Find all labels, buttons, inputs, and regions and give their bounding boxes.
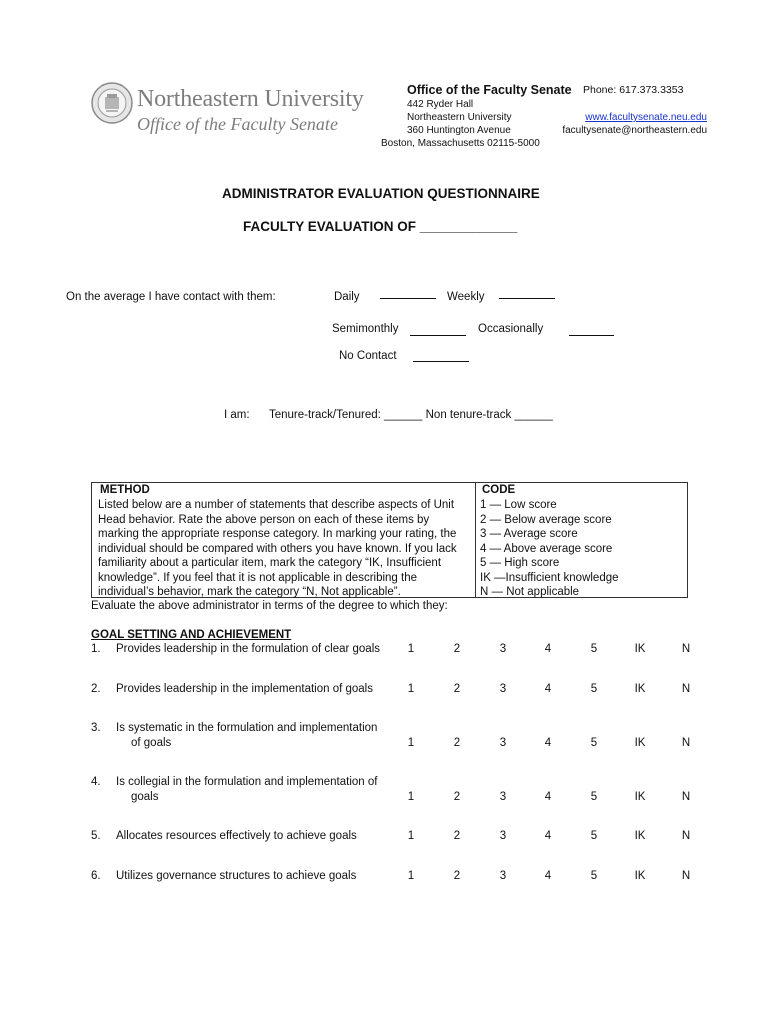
instruction-text: Evaluate the above administrator in terms of the degree to which they: bbox=[91, 600, 448, 612]
method-text bbox=[98, 498, 457, 600]
rating-n[interactable]: N bbox=[681, 683, 691, 695]
code-item: IK —Insufficient knowledge bbox=[480, 571, 619, 584]
rating-2[interactable]: 2 bbox=[453, 683, 461, 695]
rating-n[interactable]: N bbox=[681, 737, 691, 749]
website-link[interactable]: www.facultysenate.neu.edu bbox=[585, 112, 707, 123]
rating-4[interactable]: 4 bbox=[544, 870, 552, 882]
rating-ik[interactable]: IK bbox=[634, 791, 646, 803]
university-logo bbox=[91, 80, 371, 142]
option-semimonthly-label: Semimonthly bbox=[332, 323, 399, 335]
question-text: Utilizes governance structures to achieve goals bbox=[116, 870, 357, 882]
method-line: familiarity about a particular item, mark the category “IK, Insufficient bbox=[98, 557, 442, 569]
email-address: facultysenate@northeastern.edu bbox=[562, 125, 707, 136]
question-number: 3. bbox=[91, 722, 101, 734]
page-title: ADMINISTRATOR EVALUATION QUESTIONNAIRE bbox=[222, 186, 540, 201]
code-heading: CODE bbox=[482, 484, 516, 496]
method-line: marking the appropriate response category. In marking your rating, the bbox=[98, 528, 457, 540]
rating-2[interactable]: 2 bbox=[453, 870, 461, 882]
method-code-box bbox=[91, 482, 688, 598]
question-text-continued: goals bbox=[131, 791, 159, 803]
rating-3[interactable]: 3 bbox=[499, 791, 507, 803]
question-number: 1. bbox=[91, 643, 101, 655]
rating-5[interactable]: 5 bbox=[590, 683, 598, 695]
option-no-contact-label: No Contact bbox=[339, 350, 397, 362]
rating-1[interactable]: 1 bbox=[407, 683, 415, 695]
question-number: 6. bbox=[91, 870, 101, 882]
subtitle-text: FACULTY EVALUATION OF bbox=[243, 219, 416, 234]
rating-5[interactable]: 5 bbox=[590, 830, 598, 842]
rating-3[interactable]: 3 bbox=[499, 830, 507, 842]
university-seal-icon bbox=[91, 82, 133, 124]
rating-ik[interactable]: IK bbox=[634, 683, 646, 695]
method-line: individual should be compared with others you have known. If you lack bbox=[98, 542, 457, 555]
address-line-1: 442 Ryder Hall bbox=[407, 99, 474, 110]
section-title: GOAL SETTING AND ACHIEVEMENT bbox=[91, 629, 292, 641]
code-item: 3 — Average score bbox=[480, 528, 578, 540]
phone-number: Phone: 617.373.3353 bbox=[583, 84, 684, 96]
rating-n[interactable]: N bbox=[681, 830, 691, 842]
occasionally-blank[interactable] bbox=[569, 335, 614, 336]
method-heading: METHOD bbox=[100, 484, 150, 496]
rating-ik[interactable]: IK bbox=[634, 737, 646, 749]
question-text: Is collegial in the formulation and implementation of bbox=[116, 776, 378, 788]
rating-3[interactable]: 3 bbox=[499, 870, 507, 882]
option-occasionally-label: Occasionally bbox=[478, 323, 544, 335]
no-contact-blank[interactable] bbox=[413, 361, 469, 362]
address-line-4: Boston, Massachusetts 02115-5000 bbox=[381, 138, 540, 149]
contact-prompt: On the average I have contact with them: bbox=[66, 291, 276, 303]
rating-5[interactable]: 5 bbox=[590, 643, 598, 655]
status-prompt: I am: bbox=[224, 409, 250, 421]
method-line: Head behavior. Rate the above person on each of these items by bbox=[98, 513, 430, 526]
page-subtitle bbox=[243, 219, 517, 234]
rating-n[interactable]: N bbox=[681, 791, 691, 803]
method-line: knowledge”. If you feel that it is not applicable in describing the bbox=[98, 571, 417, 584]
rating-4[interactable]: 4 bbox=[544, 643, 552, 655]
code-item: 5 — High score bbox=[480, 557, 560, 569]
question-text: Is systematic in the formulation and implementation bbox=[116, 722, 378, 734]
question-number: 5. bbox=[91, 830, 101, 842]
rating-2[interactable]: 2 bbox=[453, 830, 461, 842]
option-weekly-label: Weekly bbox=[447, 291, 485, 303]
code-item: N — Not applicable bbox=[480, 586, 580, 598]
address-line-3: 360 Huntington Avenue bbox=[407, 125, 511, 136]
rating-1[interactable]: 1 bbox=[407, 830, 415, 842]
rating-2[interactable]: 2 bbox=[453, 737, 461, 749]
rating-3[interactable]: 3 bbox=[499, 643, 507, 655]
weekly-blank[interactable] bbox=[499, 298, 555, 299]
rating-5[interactable]: 5 bbox=[590, 737, 598, 749]
rating-ik[interactable]: IK bbox=[634, 830, 646, 842]
rating-1[interactable]: 1 bbox=[407, 791, 415, 803]
question-text: Allocates resources effectively to achieve goals bbox=[116, 830, 357, 842]
tenure-options[interactable]: Tenure-track/Tenured: ______ Non tenure-track ______ bbox=[269, 409, 553, 421]
rating-n[interactable]: N bbox=[681, 643, 691, 655]
question-text: Provides leadership in the implementation of goals bbox=[116, 683, 373, 695]
method-line: individual’s behavior, mark the category “N, Not applicable”. bbox=[98, 586, 401, 598]
logo-subtitle: Office of the Faculty Senate bbox=[137, 114, 338, 134]
rating-3[interactable]: 3 bbox=[499, 683, 507, 695]
subtitle-blank[interactable]: _____________ bbox=[419, 219, 518, 234]
code-list bbox=[480, 498, 619, 600]
rating-2[interactable]: 2 bbox=[453, 643, 461, 655]
rating-2[interactable]: 2 bbox=[453, 791, 461, 803]
method-line: Listed below are a number of statements that describe aspects of Unit bbox=[98, 499, 455, 511]
question-number: 4. bbox=[91, 776, 101, 788]
rating-5[interactable]: 5 bbox=[590, 791, 598, 803]
logo-wordmark: Northeastern University bbox=[137, 86, 364, 112]
rating-ik[interactable]: IK bbox=[634, 870, 646, 882]
rating-4[interactable]: 4 bbox=[544, 830, 552, 842]
rating-4[interactable]: 4 bbox=[544, 791, 552, 803]
rating-1[interactable]: 1 bbox=[407, 870, 415, 882]
semimonthly-blank[interactable] bbox=[410, 335, 466, 336]
option-daily-label: Daily bbox=[334, 291, 360, 303]
rating-4[interactable]: 4 bbox=[544, 737, 552, 749]
rating-n[interactable]: N bbox=[681, 870, 691, 882]
rating-1[interactable]: 1 bbox=[407, 737, 415, 749]
box-divider bbox=[475, 483, 476, 597]
daily-blank[interactable] bbox=[380, 298, 436, 299]
code-item: 1 — Low score bbox=[480, 499, 557, 511]
code-item: 2 — Below average score bbox=[480, 513, 612, 526]
question-text: Provides leadership in the formulation of clear goals bbox=[116, 643, 381, 655]
rating-ik[interactable]: IK bbox=[634, 643, 646, 655]
rating-5[interactable]: 5 bbox=[590, 870, 598, 882]
office-title: Office of the Faculty Senate bbox=[407, 83, 572, 97]
address-line-2: Northeastern University bbox=[407, 112, 512, 123]
rating-3[interactable]: 3 bbox=[499, 737, 507, 749]
rating-4[interactable]: 4 bbox=[544, 683, 552, 695]
rating-1[interactable]: 1 bbox=[407, 643, 415, 655]
question-number: 2. bbox=[91, 683, 101, 695]
question-text-continued: of goals bbox=[131, 737, 172, 749]
code-item: 4 — Above average score bbox=[480, 542, 613, 555]
